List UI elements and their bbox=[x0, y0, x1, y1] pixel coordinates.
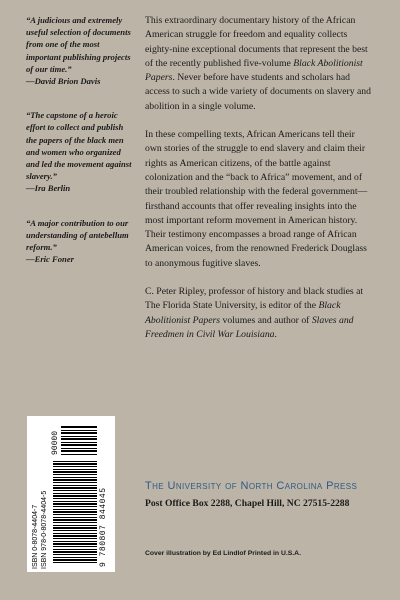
barcode-addon-digits: 90000 bbox=[51, 430, 60, 455]
blurb-foner bbox=[26, 217, 136, 266]
barcode-rotated bbox=[31, 419, 111, 569]
text-span: . Never before have students and scholars had access to such a wide variety of documents on slavery and abolition in a single volume. bbox=[145, 72, 371, 112]
isbn-13: ISBN 978-0-8078-4404-5 bbox=[41, 490, 48, 569]
blurb-quote: “A major contribution to our understanding of antebellum reform.” bbox=[26, 217, 129, 253]
description-paragraph-1 bbox=[145, 14, 373, 114]
description-paragraph-2: In these compelling texts, African Americans tell their own stories of the struggle to end slavery and claim their rights as American citizens, of the battle against colonization and the “back to Africa” movement, and of their troubled relationship with the federal government—firsthand accounts that offer revealing insights into the most important reform movement in American history. Their testimony encompasses a broad range of African American voices, from the renowned Frederick Douglass to anonymous fugitive slaves. bbox=[145, 129, 368, 269]
author-bio bbox=[145, 285, 373, 342]
cover-credits: Cover illustration by Ed Lindlof Printed in U.S.A. bbox=[145, 550, 301, 557]
barcode bbox=[27, 416, 115, 572]
publisher-address: Post Office Box 2288, Chapel Hill, NC 27515-2288 bbox=[145, 498, 350, 509]
text-span: . bbox=[274, 328, 277, 340]
blurb-berlin bbox=[26, 109, 136, 194]
book-title: Black Abolitionist Papers bbox=[145, 300, 341, 326]
text-span: C. Peter Ripley, professor of history and black studies at The Florida State University, is editor of the bbox=[145, 286, 364, 312]
text-span: This extraordinary documentary history of the African American struggle for freedom and equality collects eighty-nine exceptional documents that represent the best of the recently published five-volume bbox=[145, 15, 368, 69]
barcode-digits: 9 780807 844045 bbox=[99, 487, 108, 567]
publisher-name: The University of North Carolina Press bbox=[145, 480, 358, 492]
description-column bbox=[145, 14, 373, 356]
blurb-attribution: —Eric Foner bbox=[26, 254, 74, 265]
blurb-quote: “A judicious and extremely useful selection of documents from one of the most important publishing projects of our time.” bbox=[26, 15, 131, 74]
blurb-quote: “The capstone of a heroic effort to collect and publish the papers of the black men and women who organized and led the movement against slavery.” bbox=[26, 110, 132, 182]
barcode-bars bbox=[53, 459, 97, 563]
book-title: Black Abolitionist Papers bbox=[145, 57, 363, 84]
blurb-davis bbox=[26, 14, 136, 87]
endorsements-column bbox=[26, 14, 136, 287]
blurb-attribution: —Ira Berlin bbox=[26, 183, 71, 194]
book-title: Slaves and Freedmen in Civil War Louisiana bbox=[145, 314, 354, 340]
isbn-10: ISBN 0-8078-4404-7 bbox=[32, 504, 39, 569]
blurb-attribution: —David Brion Davis bbox=[26, 76, 101, 87]
text-span: volumes and author of bbox=[220, 314, 312, 326]
barcode-addon-bars bbox=[61, 425, 97, 455]
